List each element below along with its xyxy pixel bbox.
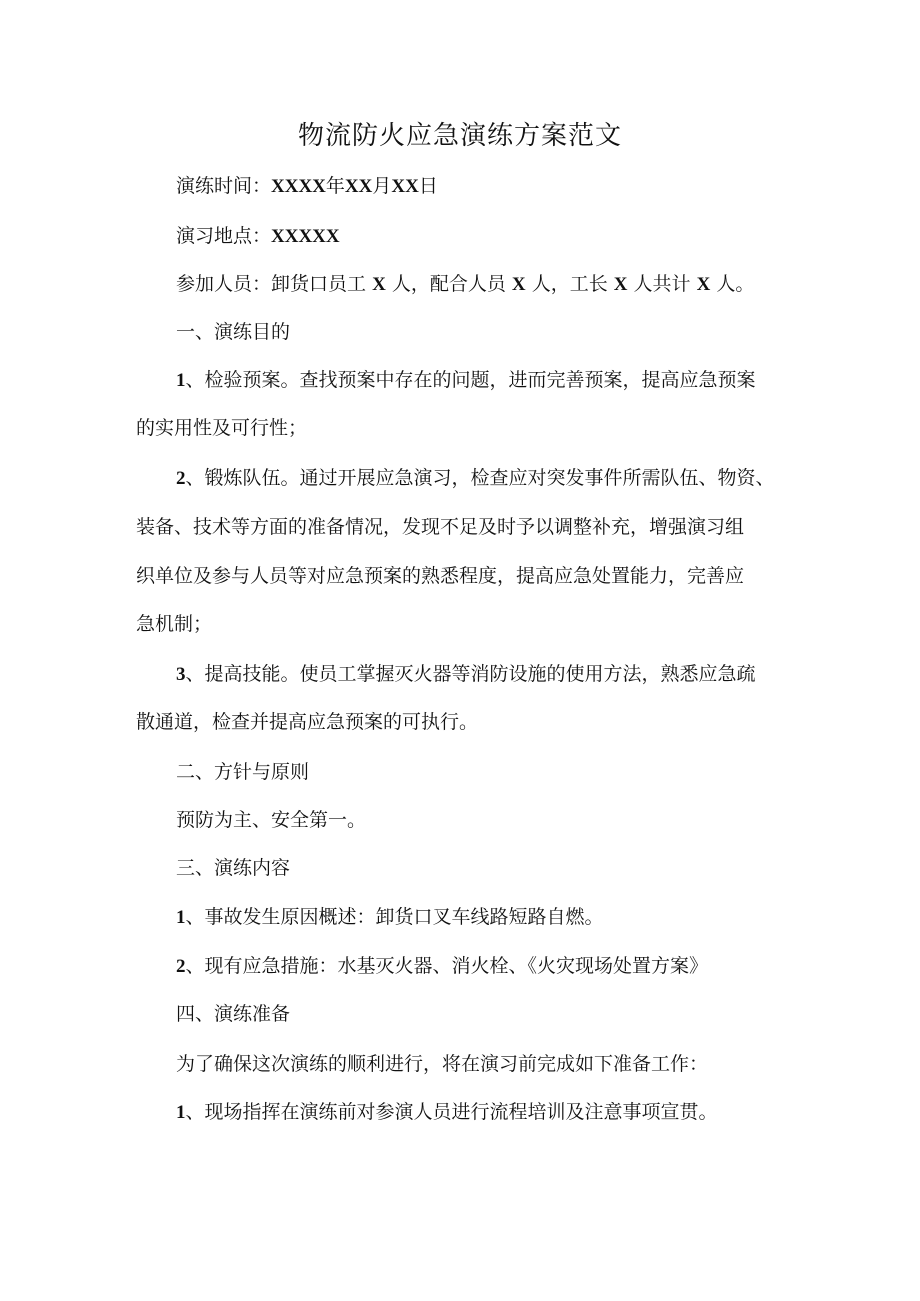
purpose-3-text: 、提高技能。使员工掌握灭火器等消防设施的使用方法，熟悉应急疏 — [185, 663, 756, 685]
content-item-2-number: 2 — [176, 956, 186, 977]
purpose-2-line-3: 织单位及参与人员等对应急预案的熟悉程度，提高应急处置能力，完善应 — [136, 565, 745, 587]
purpose-1-number: 1 — [176, 370, 186, 391]
document-title: 物流防火应急演练方案范文 — [297, 121, 622, 151]
content-item-1-number: 1 — [176, 907, 186, 928]
purpose-3-line-2: 散通道，检查并提高应急预案的可执行。 — [136, 711, 479, 733]
principle-text: 预防为主、安全第一。 — [176, 809, 367, 831]
section-heading-3: 三、演练内容 — [176, 857, 291, 879]
participants-count-3: X — [613, 274, 628, 295]
section-heading-4: 四、演练准备 — [176, 1003, 291, 1025]
preparation-intro: 为了确保这次演练的顺利进行，将在演习前完成如下准备工作： — [176, 1053, 709, 1075]
drill-day: XX — [391, 176, 419, 197]
purpose-2-line-2: 装备、技术等方面的准备情况，发现不足及时予以调整补充，增强演习组 — [136, 516, 745, 538]
month-unit: 月 — [372, 175, 392, 197]
content-item-2 — [176, 952, 708, 981]
participants-text-5: 人。 — [716, 273, 755, 295]
participants-label: 参加人员： — [176, 273, 272, 295]
preparation-item-1-text: 、现场指挥在演练前对参演人员进行流程培训及注意事项宣贯。 — [185, 1101, 718, 1123]
content-item-1 — [176, 903, 604, 932]
section-heading-1: 一、演练目的 — [176, 321, 291, 343]
participants-text-4: 人共计 — [633, 273, 691, 295]
participants-count-2: X — [511, 274, 526, 295]
drill-place-label: 演习地点： — [176, 225, 272, 247]
purpose-2-line-1 — [176, 464, 775, 493]
participants-text-1: 卸货口员工 — [271, 273, 367, 295]
purpose-3-number: 3 — [176, 664, 186, 685]
drill-year: XXXX — [271, 176, 326, 197]
participants-text-2: 人，配合人员 — [391, 273, 506, 295]
purpose-1-line-1 — [176, 366, 756, 395]
content-item-1-text: 、事故发生原因概述：卸货口叉车线路短路自燃。 — [185, 906, 604, 928]
purpose-2-number: 2 — [176, 468, 186, 489]
content-item-2-text: 、现有应急措施：水基灭火器、消火栓、《火灾现场处置方案》 — [185, 955, 709, 977]
participants-count-4: X — [696, 274, 711, 295]
drill-place-line — [176, 222, 340, 251]
preparation-item-1-number: 1 — [176, 1102, 186, 1123]
participants-text-3: 人，工长 — [531, 273, 608, 295]
day-unit: 日 — [418, 175, 438, 197]
purpose-3-line-1 — [176, 660, 756, 689]
purpose-1-text: 、检验预案。查找预案中存在的问题，进而完善预案，提高应急预案 — [185, 369, 756, 391]
preparation-item-1 — [176, 1098, 718, 1127]
purpose-2-text: 、锻炼队伍。通过开展应急演习，检查应对突发事件所需队伍、物资、 — [185, 467, 775, 489]
purpose-2-line-4: 急机制； — [136, 613, 213, 635]
drill-month: XX — [344, 176, 373, 197]
drill-place-value: XXXXX — [271, 226, 340, 247]
drill-time-line — [176, 172, 438, 201]
year-unit: 年 — [325, 175, 345, 197]
participants-count-1: X — [372, 274, 386, 295]
participants-line — [176, 270, 754, 299]
section-heading-2: 二、方针与原则 — [176, 761, 310, 783]
drill-time-label: 演练时间： — [176, 175, 272, 197]
purpose-1-line-2: 的实用性及可行性； — [136, 417, 308, 439]
